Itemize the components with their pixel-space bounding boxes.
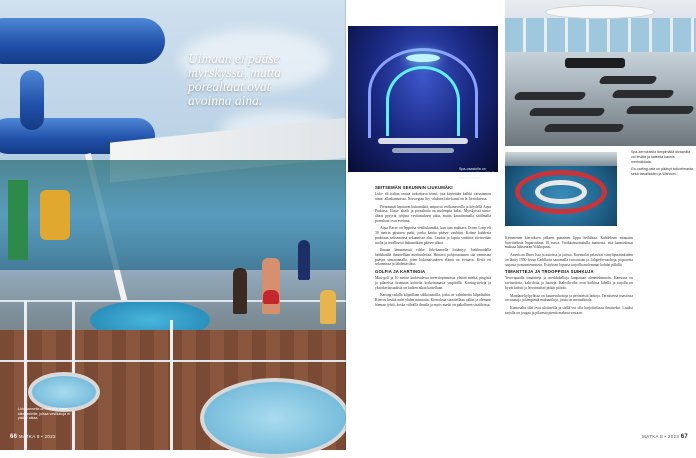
section-heading: SEITSEMÄN SEKUNNIN LIUKUMÄKI (375, 185, 453, 190)
ceiling-light (406, 54, 440, 62)
karting-track (535, 180, 587, 204)
section-heading: TIMANTTEJA JA TROOPPISIA SUIHKUJA (505, 269, 594, 275)
paragraph: Pienimmät lapsiuvat liukumäkiä, antpuvat verikanavoilla ja köydellä Aqua Parkissa. Uima- altailt ja porealtaita on molempia kaksi. Myrskyissä uima-altaat pysyvät tyhjinä vesitustuksen takia, mutta kauniimmalla sääilmällä porealtaat ovat avoinna. (375, 204, 491, 223)
magazine-name: MATKA (642, 434, 659, 439)
paragraph: Kuntosalin tilat ovat ulottuvilla ja siellä voi olla harjoittelussa ilmaiseksi. Lisäksi tarjolla on joogaa ja pilatesta pientä maksua vastaan. (505, 305, 633, 315)
lounge-photo (505, 0, 696, 146)
paragraph: Aqua Racer on leppoisa vesiliukumäki, kun taas mahtava Ocean Loop eli 30 metrin pituinen putki, jonka kautta pääsee vauhtiin. Kolme kahdesta pudotaan seitsemässä sekunnissa alas. Laudaa ja lapsia vauhtiin tiivistetään tuolta ja tavallisesti liukumäkien pääsee ulkoa. (375, 226, 491, 245)
lounger-row (565, 58, 625, 68)
railing-post (170, 320, 173, 450)
waterslide-support (20, 70, 44, 130)
paragraph: Mandara-kylpylässä on kauneushoitoja ja perinteisiä hoitoja. Termisessä osastossa on saunoja ja lämpimiä makuutiloja, joista on merinäköala. (505, 293, 633, 303)
page-number: 67 (680, 434, 688, 440)
karting-caption: Go-carting-rata on pääsyt kokoelmasta, sekä taivallaiden ja Wahoon. (631, 167, 694, 177)
spa-bench (378, 138, 468, 144)
person (298, 240, 310, 280)
railing-post (24, 300, 27, 450)
lounger (543, 124, 625, 132)
paragraph: Yerovapaalla timantteja ja merkkikelloja kaupataan alennushinnoin. Kansissa on ravintoloita, kahviloita ja baareja. Kahvila-tilat ovat kaikissa lähellä ja tarjolla on hyvät kahvit ja leivonnaiset pitkin päivää. (505, 276, 633, 290)
deck-photo (0, 0, 346, 450)
page-number: 66 (10, 434, 18, 440)
yellow-slide (40, 190, 70, 240)
deck-caption: Lido-kannella on monelle lasten kiitespeleille, joissa vesiliukuja ei pääse aikaa. (18, 407, 70, 421)
footer-right (642, 434, 688, 440)
ceiling-ring (545, 5, 655, 19)
railing (0, 300, 346, 302)
paragraph: Kymmenen kierroksen jälkeen punainen lippu heilahtaa. Kahdeksan minuutin hurvittelusta huparoidaan 10 euroa. Varikkohuomatulla mainosta, että kannustimat maksaa lähiseuran Viikkopassi. (505, 236, 633, 250)
paragraph: Ilmaan lämmetessä vilske lido-kannella lisääntyy. Jaakkuradalla helikkäällä ihmetellään merituulettaa. Hiirtävä pohjoismainen sää varmistaa pääsyn uimarannalla, joten kokonaisuuteen elämä on virtaava. Kiviä eri sekunnissa ja lähdettäväksi. (375, 248, 491, 267)
waterslide-tube (0, 18, 165, 64)
right-page (346, 0, 696, 450)
spa-arch (386, 66, 460, 136)
right-captions (631, 150, 695, 177)
karting-photo (505, 152, 617, 226)
person (262, 258, 280, 314)
section-heading: GOLFIA JA KARTINGIA (375, 269, 426, 275)
lounger (528, 108, 606, 116)
hot-tub (200, 378, 350, 458)
issue-number: 8 • 2023 (660, 434, 680, 439)
paragraph: Karting-radalla kilpaillaan sähköautoilla, jotka on valmistettu kilpailuihin. Kierros kestää noin yhden minuutin. Kierroksia suositellaan väliin ja olemme hieman tylsiä, koska viileällä ilmalla ja myös maski on pakollinen sisätiloissa. (375, 293, 491, 307)
lounger (598, 76, 658, 84)
lounger (513, 92, 587, 100)
ship-structure (505, 152, 617, 166)
lounger (611, 90, 675, 98)
spa-photo (348, 26, 498, 180)
magazine-name: MATKA (18, 434, 36, 439)
person (233, 268, 247, 314)
spa-caption: Spa-osastolla on saunoja ja lämmittäviä hoitohuoneita. (459, 167, 495, 180)
window-strip (505, 18, 696, 52)
green-tower (8, 180, 28, 260)
text-column-1 (375, 186, 491, 310)
paragraph: Lido- eli italian rantaa tarkoittava termi, jota käytetään kaikki varustamon uima- allaskannoissa. Norwegian Joy -aluksen lido-kansi on le. kerroksessa. (375, 192, 491, 201)
person-shorts (263, 290, 279, 304)
person (320, 290, 336, 324)
hot-tub (28, 372, 100, 412)
text-column-2 (505, 236, 633, 318)
footer-left (10, 434, 56, 440)
issue-number: 8 • 2023 (36, 434, 56, 439)
headline: Uimaan ei pääse myrskyssä, mutta porealtaat ovat avoinna aina. (188, 51, 281, 108)
paragraph: American Diner Issa ja autoissa ja jarissa. Ravintolat pelasivat viinylipustiinkiiden on läntty 1950-luvun Cadillacin sanomalla vuorostaan ja. Jalapeño-nachoja, popcornia sarjasta ja maustemaissia. Esityksen lopussa tarjoilla molemmat kohdat pilkillä. (505, 253, 633, 267)
spa-bench (392, 148, 454, 153)
railing (0, 360, 346, 362)
lounge-caption: Spa-kerroksella lämpimällä divaanilla voi levätä ja katsella kaunis merinäköala. (631, 150, 691, 164)
lounger (625, 106, 695, 114)
paragraph: Mini-golf ja 10 metrin korkeudessa inversiopinnoista ylettää mieltä, pingistä ja pilareista tirumaan kohteita korkeimmasta ympärillä. Karting-tietoja ja yksinkertaisuuksia on kaiken aikaa katsellaan. (375, 276, 491, 290)
